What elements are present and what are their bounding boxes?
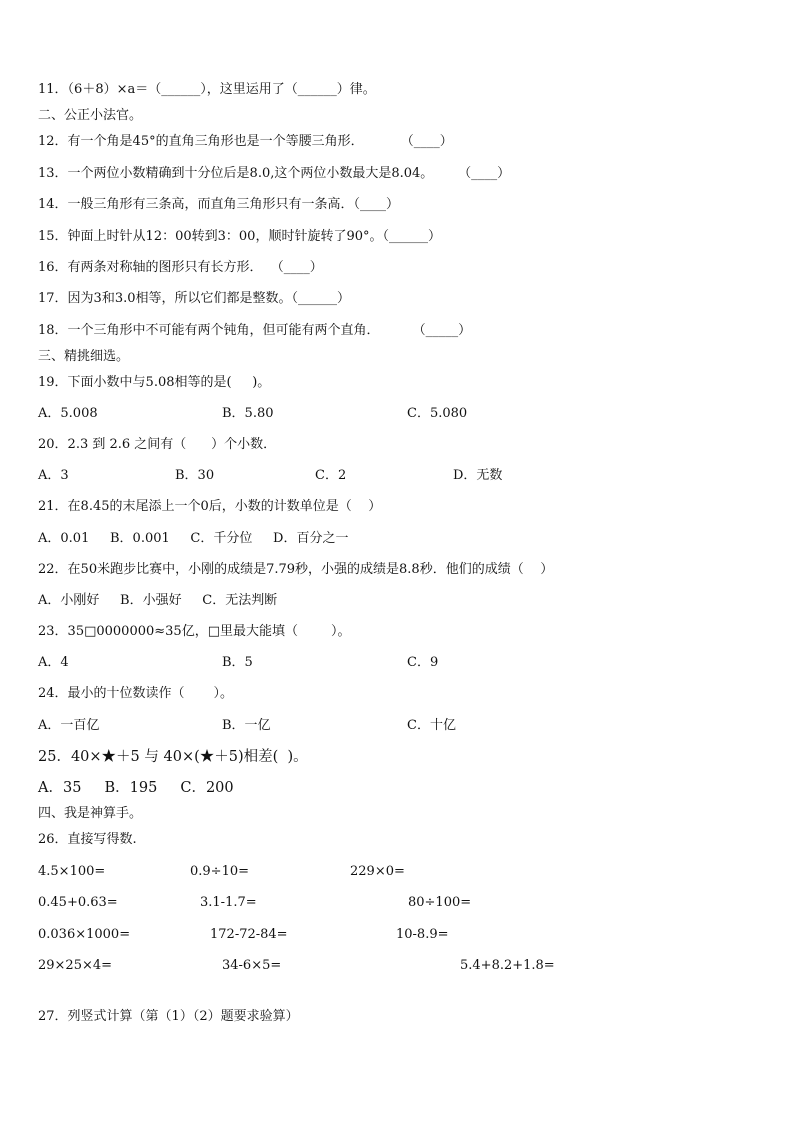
q23-option-b: B．5 [222, 655, 253, 670]
question-26-stem: 26．直接写得数. [38, 832, 137, 847]
calc-item: 10-8.9= [396, 927, 449, 942]
question-22-stem: 22．在50米跑步比赛中，小刚的成绩是7.79秒，小强的成绩是8.8秒．他们的成绩（ ） [38, 562, 554, 577]
question-23-stem: 23．35□0000000≈35亿，□里最大能填（ ）。 [38, 624, 351, 639]
q23-option-a: A．4 [38, 655, 69, 670]
calc-item: 0.45+0.63= [38, 895, 118, 910]
q20-option-d: D．无数 [453, 468, 503, 483]
calc-item: 0.9÷10= [190, 864, 250, 879]
q21-options: A．0.01 B．0.001 C．千分位 D．百分之一 [38, 531, 349, 546]
q24-option-b: B．一亿 [222, 718, 271, 733]
q19-option-a: A．5.008 [38, 406, 98, 421]
calc-item: 34-6×5= [222, 958, 282, 973]
question-14: 14．一般三角形有三条高，而直角三角形只有一条高．（____） [38, 197, 400, 212]
question-27: 27．列竖式计算（第（1）（2）题要求验算） [38, 1009, 299, 1024]
q19-option-b: B．5.80 [222, 406, 274, 421]
question-13: 13．一个两位小数精确到十分位后是8.0,这个两位小数最大是8.04。 （____） [38, 166, 511, 181]
calc-item: 4.5×100= [38, 864, 106, 879]
q24-option-a: A．一百亿 [38, 718, 100, 733]
question-25-stem: 25．40×★＋5 与 40×(★＋5)相差( )。 [38, 749, 308, 765]
calc-item: 29×25×4= [38, 958, 113, 973]
question-20-stem: 20．2.3 到 2.6 之间有（ ）个小数． [38, 437, 277, 452]
section-2-heading: 二、公正小法官。 [38, 108, 143, 123]
q24-option-c: C．十亿 [407, 718, 456, 733]
calc-item: 0.036×1000= [38, 927, 131, 942]
section-3-heading: 三、精挑细选。 [38, 349, 130, 364]
q23-option-c: C．9 [407, 655, 439, 670]
q20-option-a: A．3 [38, 468, 69, 483]
question-17: 17．因为3和3.0相等，所以它们都是整数。（______） [38, 291, 350, 306]
section-4-heading: 四、我是神算手。 [38, 806, 143, 821]
calc-item: 3.1-1.7= [200, 895, 257, 910]
q20-option-b: B．30 [175, 468, 215, 483]
question-12: 12．有一个角是45°的直角三角形也是一个等腰三角形． （____） [38, 134, 453, 149]
question-11: 11．（6＋8）×a＝（______），这里运用了（______）律。 [38, 82, 376, 97]
calc-item: 5.4+8.2+1.8= [460, 958, 555, 973]
question-24-stem: 24．最小的十位数读作（ ）。 [38, 686, 233, 701]
calc-item: 172-72-84= [210, 927, 288, 942]
question-16: 16．有两条对称轴的图形只有长方形． （____） [38, 260, 323, 275]
calc-item: 229×0= [350, 864, 405, 879]
question-18: 18．一个三角形中不可能有两个钝角，但可能有两个直角． （_____） [38, 323, 472, 338]
q20-option-c: C．2 [315, 468, 347, 483]
calc-item: 80÷100= [408, 895, 472, 910]
q25-options: A．35 B．195 C．200 [38, 780, 234, 796]
q19-option-c: C．5.080 [407, 406, 468, 421]
question-21-stem: 21．在8.45的末尾添上一个0后，小数的计数单位是（ ） [38, 499, 382, 514]
question-15: 15．钟面上时针从12：00转到3：00，顺时针旋转了90°。（______） [38, 229, 441, 244]
question-19-stem: 19．下面小数中与5.08相等的是( )。 [38, 375, 271, 390]
q22-options: A．小刚好 B．小强好 C．无法判断 [38, 593, 278, 608]
